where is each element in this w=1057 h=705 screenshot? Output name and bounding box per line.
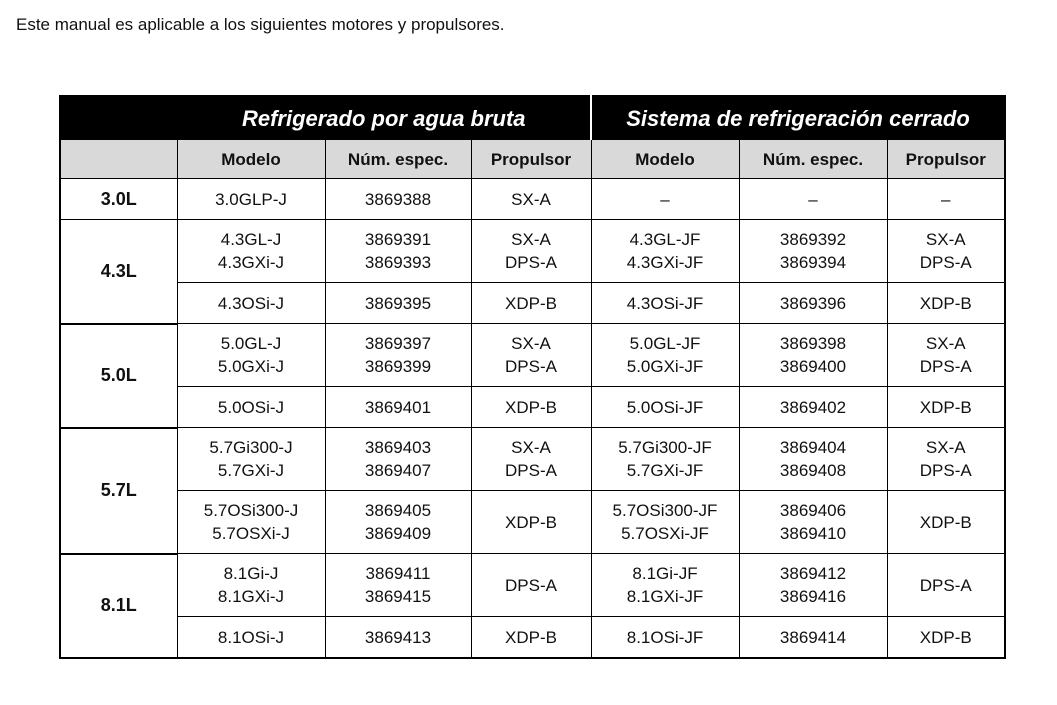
closed-spec-cell [739,324,887,387]
column-header-drive: Propulsor [887,140,1005,179]
raw-spec-cell [325,491,471,554]
closed-model-cell [591,220,739,283]
raw-model-cell [177,617,325,659]
cell-line: DPS-A [505,461,557,480]
column-header-spec: Núm. espec. [739,140,887,179]
cell-line: DPS-A [919,461,972,480]
table-row [60,283,1005,324]
engine-label: 4.3L [60,220,177,324]
raw-drive-cell [471,491,591,554]
raw-spec-cell [325,220,471,283]
raw-spec-cell [325,387,471,428]
cell-line: 8.1OSi-J [217,627,285,647]
cell-line: 4.3OSi-J [217,293,285,313]
cell-line: 5.0GXi-JF [626,357,704,376]
cell-line: DPS-A [505,357,557,376]
cell-line: 5.0GXi-J [217,357,285,376]
cell-line: 4.3OSi-JF [626,293,704,313]
cell-line: 5.7OSXi-J [212,524,290,543]
raw-model-cell [177,283,325,324]
cell-line: 4.3GXi-JF [626,253,704,272]
cell-line: XDP-B [505,293,557,313]
cell-line: 3869402 [779,397,847,417]
cell-line: 3869406 [779,501,847,520]
raw-drive-cell [471,617,591,659]
raw-spec-cell [325,554,471,617]
cell-line: SX-A [511,189,551,209]
closed-drive-cell [887,220,1005,283]
cell-line: 3869401 [364,397,432,417]
table-row [60,179,1005,220]
cell-line: 3869415 [364,587,432,606]
closed-model-cell [591,554,739,617]
column-header-model: Modelo [591,140,739,179]
cell-line: XDP-B [919,512,972,532]
cell-line: DPS-A [919,253,972,272]
cell-line: 5.7OSXi-JF [621,524,709,543]
raw-spec-cell [325,617,471,659]
cell-line: SX-A [925,438,966,457]
cell-line: XDP-B [919,397,972,417]
cell-line: 5.7Gi300-J [209,438,293,457]
cell-line: 5.7GXi-JF [626,461,704,480]
closed-drive-cell [887,491,1005,554]
closed-spec-cell [739,491,887,554]
cell-line: – [808,189,818,209]
cell-line: 3869410 [779,524,847,543]
cell-line: DPS-A [919,575,972,595]
closed-drive-cell [887,179,1005,220]
group-header-row [60,96,1005,140]
cell-line: 5.0OSi-J [217,397,285,417]
corner-cell [60,96,177,140]
closed-model-cell [591,428,739,491]
cell-line: 3869392 [779,230,847,249]
raw-spec-cell [325,324,471,387]
cell-line: 5.7OSi300-J [203,501,299,520]
cell-line: 3869396 [779,293,847,313]
raw-drive-cell [471,324,591,387]
cell-line: 3.0GLP-J [215,189,287,209]
cell-line: 3869398 [779,334,847,353]
cell-line: 3869391 [364,230,432,249]
raw-spec-cell [325,179,471,220]
table-row [60,491,1005,554]
raw-model-cell [177,428,325,491]
closed-spec-cell [739,617,887,659]
cell-line: 8.1OSi-JF [626,627,704,647]
cell-line: XDP-B [919,627,972,647]
cell-line: 3869412 [779,564,847,583]
table-row [60,428,1005,491]
cell-line: 5.0GL-JF [629,334,701,353]
cell-line: 3869397 [364,334,432,353]
cell-line: 4.3GXi-J [217,253,285,272]
table-row [60,220,1005,283]
closed-spec-cell [739,220,887,283]
closed-model-cell [591,387,739,428]
cell-line: 3869399 [364,357,432,376]
cell-line: – [941,189,951,209]
cell-line: 5.0OSi-JF [626,397,704,417]
cell-line: 3869403 [364,438,432,457]
table-row [60,387,1005,428]
closed-model-cell [591,617,739,659]
closed-model-cell [591,491,739,554]
cell-line: DPS-A [919,357,972,376]
column-header-model: Modelo [177,140,325,179]
raw-drive-cell [471,220,591,283]
cell-line: 8.1Gi-J [223,564,279,583]
cell-line: 8.1Gi-JF [632,564,698,583]
column-header-row [60,140,1005,179]
raw-model-cell [177,491,325,554]
cell-line: 3869416 [779,587,847,606]
cell-line: 3869407 [364,461,432,480]
raw-model-cell [177,220,325,283]
closed-spec-cell [739,283,887,324]
cell-line: 3869395 [364,293,432,313]
engine-spec-table [59,95,1006,659]
closed-drive-cell [887,617,1005,659]
cell-line: 3869409 [364,524,432,543]
table-row [60,554,1005,617]
group-header-closed-cooling: Sistema de refrigeración cerrado [591,96,1005,140]
raw-model-cell [177,179,325,220]
cell-line: DPS-A [505,575,557,595]
cell-line: XDP-B [919,293,972,313]
cell-line: 3869408 [779,461,847,480]
cell-line: 4.3GL-J [220,230,282,249]
closed-drive-cell [887,428,1005,491]
cell-line: 8.1GXi-J [217,587,285,606]
cell-line: XDP-B [505,627,557,647]
group-header-raw-water: Refrigerado por agua bruta [177,96,591,140]
cell-line: SX-A [925,230,966,249]
raw-drive-cell [471,387,591,428]
raw-drive-cell [471,179,591,220]
table-row [60,617,1005,659]
closed-spec-cell [739,179,887,220]
closed-model-cell [591,324,739,387]
cell-line: – [660,189,670,209]
raw-model-cell [177,324,325,387]
cell-line: 3869400 [779,357,847,376]
cell-line: 5.7Gi300-JF [618,438,712,457]
closed-model-cell [591,283,739,324]
table-row [60,324,1005,387]
closed-drive-cell [887,283,1005,324]
cell-line: 4.3GL-JF [629,230,701,249]
cell-line: 3869393 [364,253,432,272]
raw-model-cell [177,554,325,617]
engine-label: 5.0L [60,324,177,428]
column-header-blank [60,140,177,179]
cell-line: XDP-B [505,512,557,532]
closed-drive-cell [887,324,1005,387]
cell-line: 3869394 [779,253,847,272]
cell-line: 3869414 [779,627,847,647]
raw-drive-cell [471,554,591,617]
cell-line: 3869411 [365,564,431,583]
cell-line: SX-A [511,438,551,457]
closed-drive-cell [887,387,1005,428]
engine-label: 8.1L [60,554,177,659]
cell-line: 5.0GL-J [220,334,282,353]
cell-line: 3869405 [364,501,432,520]
raw-drive-cell [471,428,591,491]
closed-spec-cell [739,387,887,428]
raw-drive-cell [471,283,591,324]
raw-model-cell [177,387,325,428]
closed-spec-cell [739,554,887,617]
engine-label: 3.0L [60,179,177,220]
raw-spec-cell [325,428,471,491]
closed-model-cell [591,179,739,220]
engine-label: 5.7L [60,428,177,554]
closed-drive-cell [887,554,1005,617]
intro-text: Este manual es aplicable a los siguientes motores y propulsores. [16,15,505,34]
cell-line: 3869388 [364,189,432,209]
cell-line: DPS-A [505,253,557,272]
cell-line: SX-A [511,334,551,353]
cell-line: 3869404 [779,438,847,457]
closed-spec-cell [739,428,887,491]
cell-line: 3869413 [364,627,432,647]
cell-line: 8.1GXi-JF [626,587,704,606]
cell-line: SX-A [511,230,551,249]
column-header-drive: Propulsor [471,140,591,179]
column-header-spec: Núm. espec. [325,140,471,179]
raw-spec-cell [325,283,471,324]
cell-line: XDP-B [505,397,557,417]
cell-line: SX-A [925,334,966,353]
cell-line: 5.7OSi300-JF [612,501,718,520]
cell-line: 5.7GXi-J [217,461,285,480]
